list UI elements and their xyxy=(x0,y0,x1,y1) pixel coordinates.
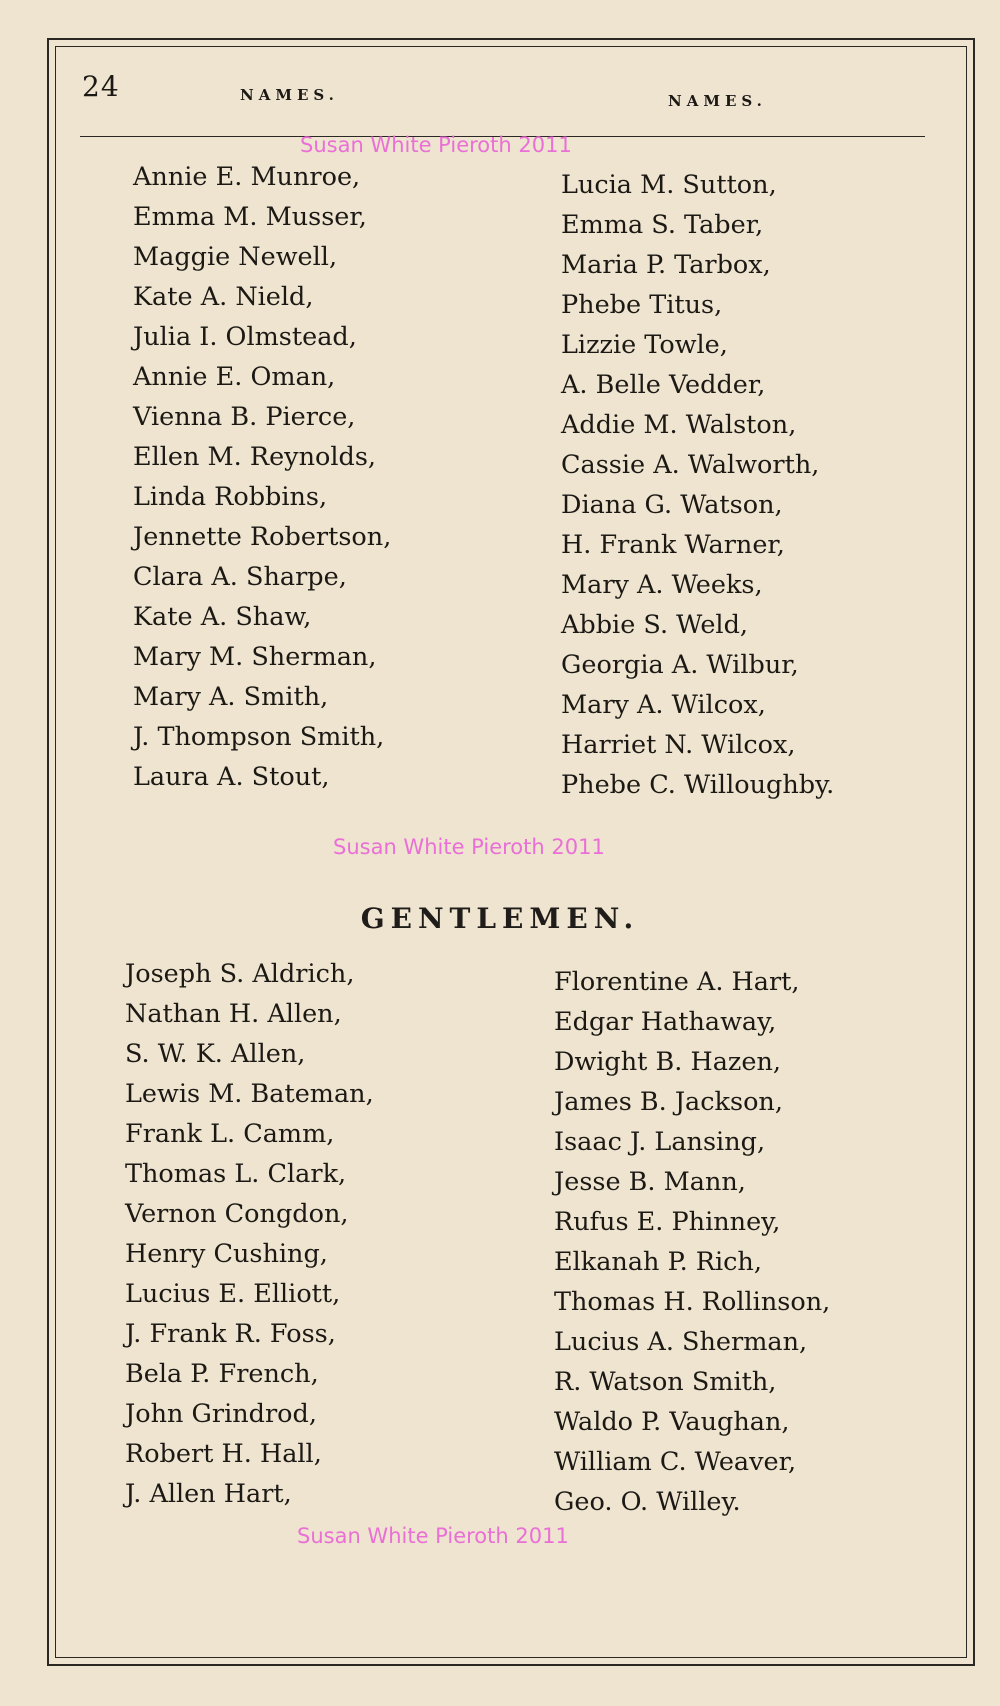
list-item: Julia I. Olmstead, xyxy=(133,322,357,352)
list-item: Joseph S. Aldrich, xyxy=(125,959,355,989)
list-item: Thomas H. Rollinson, xyxy=(554,1287,831,1317)
list-item: Lucius A. Sherman, xyxy=(554,1327,808,1357)
list-item: Waldo P. Vaughan, xyxy=(554,1407,790,1437)
list-item: Nathan H. Allen, xyxy=(125,999,342,1029)
list-item: Annie E. Munroe, xyxy=(133,162,361,192)
list-item: Thomas L. Clark, xyxy=(125,1159,347,1189)
list-item: Linda Robbins, xyxy=(133,482,328,512)
list-item: William C. Weaver, xyxy=(554,1447,797,1477)
list-item: Cassie A. Walworth, xyxy=(561,450,820,480)
list-item: Rufus E. Phinney, xyxy=(554,1207,781,1237)
list-item: Henry Cushing, xyxy=(125,1239,328,1269)
list-item: Jennette Robertson, xyxy=(133,522,392,552)
list-item: Emma S. Taber, xyxy=(561,210,764,240)
list-item: Vienna B. Pierce, xyxy=(133,402,356,432)
list-item: R. Watson Smith, xyxy=(554,1367,777,1397)
list-item: Kate A. Shaw, xyxy=(133,602,312,632)
list-item: A. Belle Vedder, xyxy=(561,370,766,400)
list-item: J. Thompson Smith, xyxy=(133,722,385,752)
list-item: Phebe Titus, xyxy=(561,290,723,320)
list-item: Lucia M. Sutton, xyxy=(561,170,777,200)
list-item: Vernon Congdon, xyxy=(125,1199,349,1229)
list-item: Lizzie Towle, xyxy=(561,330,728,360)
list-item: Geo. O. Willey. xyxy=(554,1487,741,1517)
watermark: Susan White Pieroth 2011 xyxy=(297,1524,569,1548)
ladies-right-column xyxy=(561,165,834,805)
list-item: Mary M. Sherman, xyxy=(133,642,377,672)
watermark: Susan White Pieroth 2011 xyxy=(333,835,605,859)
list-item: Mary A. Weeks, xyxy=(561,570,763,600)
list-item: Harriet N. Wilcox, xyxy=(561,730,796,760)
gentlemen-right-column xyxy=(554,962,830,1522)
section-title-gentlemen: GENTLEMEN. xyxy=(360,902,640,935)
list-item: Mary A. Wilcox, xyxy=(561,690,766,720)
list-item: Lucius E. Elliott, xyxy=(125,1279,341,1309)
list-item: S. W. K. Allen, xyxy=(125,1039,306,1069)
list-item: Annie E. Oman, xyxy=(133,362,336,392)
list-item: Laura A. Stout, xyxy=(133,762,330,792)
list-item: Maria P. Tarbox, xyxy=(561,250,771,280)
list-item: Elkanah P. Rich, xyxy=(554,1247,762,1277)
list-item: Kate A. Nield, xyxy=(133,282,314,312)
list-item: Dwight B. Hazen, xyxy=(554,1047,781,1077)
list-item: Phebe C. Willoughby. xyxy=(561,770,835,800)
list-item: Diana G. Watson, xyxy=(561,490,783,520)
page-number: 24 xyxy=(82,70,120,103)
list-item: Isaac J. Lansing, xyxy=(554,1127,766,1157)
list-item: James B. Jackson, xyxy=(554,1087,783,1117)
list-item: J. Frank R. Foss, xyxy=(125,1319,336,1349)
list-item: Mary A. Smith, xyxy=(133,682,329,712)
list-item: J. Allen Hart, xyxy=(125,1479,292,1509)
list-item: Lewis M. Bateman, xyxy=(125,1079,374,1109)
running-head-right: NAMES. xyxy=(668,92,767,110)
list-item: Bela P. French, xyxy=(125,1359,319,1389)
list-item: Clara A. Sharpe, xyxy=(133,562,347,592)
list-item: Georgia A. Wilbur, xyxy=(561,650,799,680)
list-item: Maggie Newell, xyxy=(133,242,338,272)
list-item: John Grindrod, xyxy=(125,1399,317,1429)
ladies-left-column xyxy=(133,157,391,797)
running-head-left: NAMES. xyxy=(240,86,339,104)
list-item: Robert H. Hall, xyxy=(125,1439,322,1469)
list-item: Florentine A. Hart, xyxy=(554,967,800,997)
gentlemen-left-column xyxy=(125,954,374,1514)
list-item: Addie M. Walston, xyxy=(561,410,797,440)
list-item: Frank L. Camm, xyxy=(125,1119,335,1149)
list-item: Ellen M. Reynolds, xyxy=(133,442,377,472)
list-item: Abbie S. Weld, xyxy=(561,610,748,640)
list-item: Emma M. Musser, xyxy=(133,202,367,232)
watermark: Susan White Pieroth 2011 xyxy=(300,133,572,157)
list-item: H. Frank Warner, xyxy=(561,530,785,560)
list-item: Jesse B. Mann, xyxy=(554,1167,746,1197)
list-item: Edgar Hathaway, xyxy=(554,1007,777,1037)
